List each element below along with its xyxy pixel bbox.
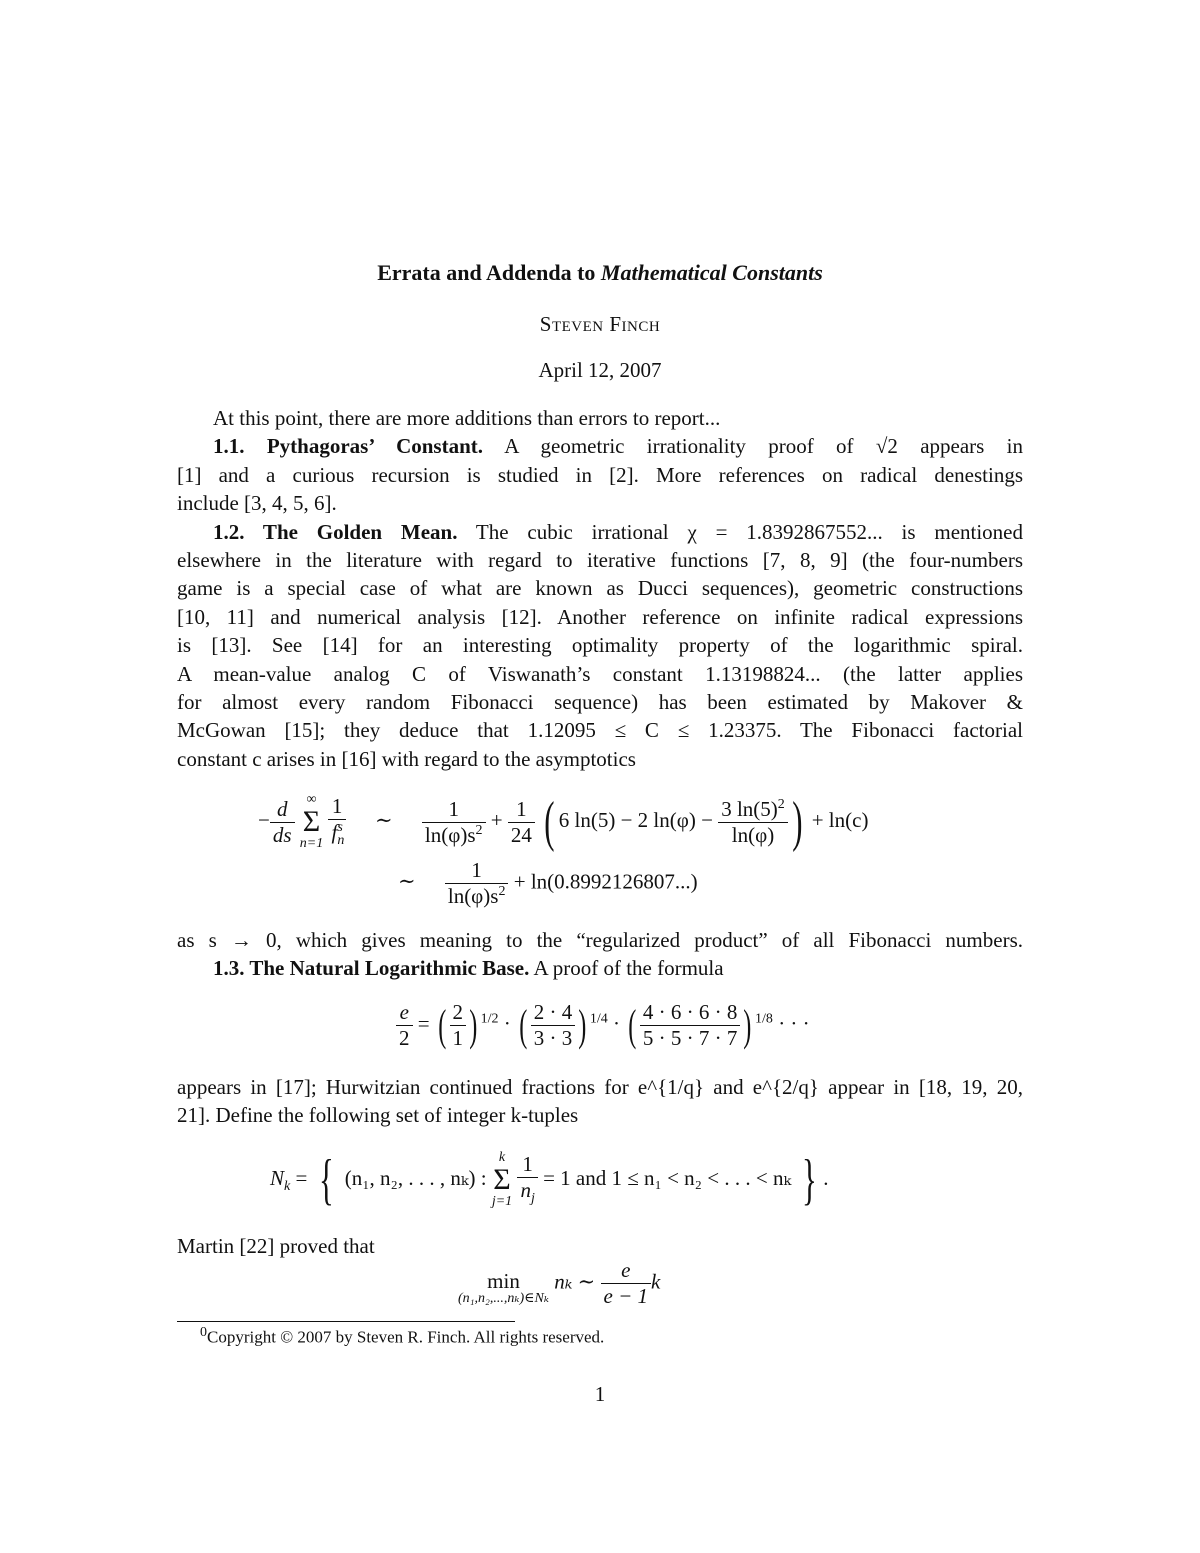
text-line: [1] and a curious recursion is studied in [2]. More references on radical denestings [177,462,1023,487]
eq-text: ds [272,822,292,847]
text-line: as s → 0, which gives meaning to the “regularized product” of all Fibonacci numbers. [177,928,1023,952]
eq-text: e − 1 [603,1284,648,1308]
text-line: appears in [17]; Hurwitzian continued fractions for e^{1/q} and e^{2/q} appear in [18, 19, 20, [177,1075,1023,1099]
exponent: 1/4 [589,1011,608,1027]
eq-text: 3 ln(5) [721,796,778,821]
section-heading: 1.1. Pythagoras’ Constant. [213,434,484,459]
text-line: game is a special case of what are known as Ducci sequences), geometric constructions [177,576,1023,601]
section-1-2-line [177,518,1023,546]
page-number: 1 [594,1382,606,1406]
tilde: ∼ [375,807,393,832]
footnote-mark: 0 [200,1325,207,1340]
footnote-text: Copyright © 2007 by Steven R. Finch. All rights reserved. [207,1327,605,1347]
eq-text: N [270,1165,285,1190]
author: Steven Finch [539,312,661,336]
eq-text: ln(φ)s [447,884,499,908]
eq-text: 1 [508,797,535,823]
text-line: Martin [22] proved that [177,1234,375,1258]
eq-text: e [396,1000,413,1026]
eq-text: 1 [422,797,486,823]
text-line: [10, 11] and numerical analysis [12]. Another reference on infinite radical expressions [177,604,1023,629]
equation-fibonacci-line1: − $\frac{d}{ds}$ ∞ Σ n=1 $\frac{1}{f_n^s}$ ∼ $\frac{1}{\ln(\varphi)s^2}$ + $\frac{1}{24}$ ( 6 ln(5) − 2 ln(φ) − $\frac{3 \ln(5)^2}{\ln(\varphi)}$ ) + ln(c) [258,791,869,853]
text-line: is [13]. See [14] for an interesting optimality property of the logarithmic spiral. [177,633,1023,658]
eq-text: ln(φ)s [424,822,476,847]
text-line: A proof of the formula [533,956,724,981]
text-line: 21]. Define the following set of integer k-tuples [177,1103,579,1128]
section-heading: 1.2. The Golden Mean. [213,519,458,544]
eq-text: 1 [328,794,345,820]
title-italic: Mathematical Constants [600,260,823,285]
eq-text: d [270,797,295,823]
min-operator: min [487,1269,520,1293]
paper-title [0,260,1200,286]
body-text-2 [177,926,1023,983]
text-line: A geometric irrationality proof of √2 appears in [504,434,1023,459]
eq-text: 6 ln(5) − 2 ln(φ) − [558,807,713,832]
eq-text: 4 · 6 · 6 · 8 [640,1000,740,1026]
eq-text: = 1 and 1 ≤ n₁ < n₂ < . . . < nₖ [543,1165,792,1190]
equation-martin [458,1258,660,1309]
equation-nk-set: $N_k$ = { (n₁, n₂, . . . , nₖ) : k Σ j=1 $\frac{1}{n_j}$ = 1 and 1 ≤ n₁ < n₂ < . . . < nₖ } . [270,1149,829,1211]
exponent: 1/2 [480,1011,499,1027]
eq-text: f [331,820,338,845]
eq-text: 2 · 4 [531,1000,576,1026]
eq-text: k [651,1269,661,1294]
eq-text: e [601,1258,652,1284]
text-line: include [3, 4, 5, 6]. [177,491,337,516]
body-text-4 [177,1232,1023,1260]
sum-lower: j=1 [491,1194,513,1209]
eq-text: 24 [510,822,532,847]
text-line: constant c arises in [16] with regard to the asymptotics [177,746,636,771]
footnote-rule [177,1321,515,1322]
sum-upper: ∞ [306,792,317,807]
text-line: elsewhere in the literature with regard to iterative functions [7, 8, 9] (the four-numbers [177,548,1023,573]
eq-text: + ln(0.8992126807...) [513,869,698,894]
date: April 12, 2007 [538,358,662,382]
footnote [200,1325,604,1348]
text-line: McGowan [15]; they deduce that 1.12095 ≤ C ≤ 1.23375. The Fibonacci factorial [177,718,1023,743]
section-heading: 1.3. The Natural Logarithmic Base. [213,956,530,981]
eq-text: 2 [399,1026,410,1050]
text-line: The cubic irrational χ = 1.8392867552... is mentioned [475,519,1024,544]
eq-text: 2 [450,1000,467,1026]
eq-text: 1 [445,858,509,884]
sum-upper: k [498,1150,506,1165]
exponent: 1/8 [755,1011,773,1027]
eq-text: 1 [452,1026,463,1050]
body-text-3 [177,1073,1023,1130]
min-subscript: (n₁,n₂,...,nₖ)∈Nₖ [458,1291,549,1306]
equation-e-product: $\frac{e}{2}$ = ( $\frac{2}{1}$ ) $^{1/2}$ · ( $\frac{2 \cdot 4}{3 \cdot 3}$ ) $^{1/4}$ · ( $\frac{4 \cdot 6 \cdot 6 \cdot 8}{5 \cdot 5 \cdot 7 \cdot 7}$ ) $^{1/8}$ · · · [396,1000,810,1051]
section-1-1-line [177,432,1023,460]
section-1-3-line [177,954,1023,982]
text-line: for almost every random Fibonacci sequence) has been estimated by Makover & [177,690,1023,715]
eq-text: ln(φ) [731,822,775,847]
sum-lower: n=1 [299,836,324,851]
intro-line: At this point, there are more additions than errors to report... [213,406,721,430]
eq-text: + ln(c) [811,807,869,832]
body-text-1 [177,404,1023,773]
eq-text: nₖ ∼ [554,1269,596,1294]
eq-text: 5 · 5 · 7 · 7 [642,1026,738,1050]
tilde: ∼ [398,869,416,894]
title-plain: Errata and Addenda to [377,260,596,285]
equation-fibonacci-line2: ∼ $\frac{1}{\ln(\varphi)s^2}$ + ln(0.8992126807...) [398,858,698,908]
eq-text: (n₁, n₂, . . . , nₖ) : [344,1165,487,1190]
eq-text: 3 · 3 [533,1026,573,1050]
text-line: A mean-value analog C of Viswanath’s constant 1.13198824... (the latter applies [177,661,1023,686]
